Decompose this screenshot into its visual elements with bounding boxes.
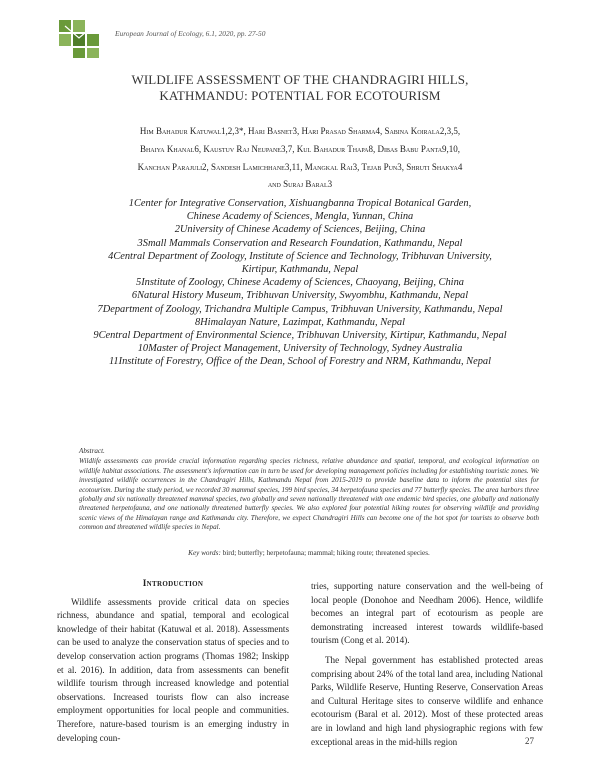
paper-title <box>40 72 560 104</box>
affiliation-line: 9Central Department of Environmental Science, Tribhuvan University, Kirtipur, Kathmandu, Nepal <box>93 330 507 342</box>
page-number: 27 <box>525 736 534 746</box>
title-line: WILDLIFE ASSESSMENT OF THE CHANDRAGIRI HILLS, <box>131 72 469 87</box>
affiliation-line: 3Small Mammals Conservation and Research Foundation, Kathmandu, Nepal <box>137 237 463 249</box>
affiliation-line: Chinese Academy of Sciences, Mengla, Yunnan, China <box>186 211 414 223</box>
journal-citation: European Journal of Ecology, 6.1, 2020, pp. 27-50 <box>115 29 266 38</box>
keywords-text: bird; butterfly; herpetofauna; mammal; hiking route; threatened species. <box>220 549 430 557</box>
journal-header <box>57 18 557 60</box>
left-column <box>57 578 289 745</box>
abstract <box>79 447 539 533</box>
affiliation-line: 4Central Department of Zoology, Institute of Science and Technology, Tribhuvan University, <box>108 250 492 262</box>
affiliation-list <box>30 197 570 369</box>
abstract-label: Abstract. <box>79 447 105 455</box>
title-line: KATHMANDU: POTENTIAL FOR ECOTOURISM <box>159 88 441 103</box>
keywords-label: Key words: <box>188 549 221 557</box>
affiliation-line: 5Institute of Zoology, Chinese Academy of Sciences, Chaoyang, Beijing, China <box>136 277 464 289</box>
affiliation-line: 10Master of Project Management, University of Technology, Sydney Australia <box>137 343 463 355</box>
body-paragraph: tries, supporting nature conservation and the well-being of local people (Donohoe and Needham 2006). Hence, wildlife becomes an integral part of ecotourism as people are demonstrating increased interest towards wildlife-based tourism (Cong et al. 2014). <box>311 581 543 646</box>
author-line: Kanchan Parajuli2, Sandesh Lamichhane3,11, Mangkal Rai3, Tejab Pun3, Shruti Shakya4 <box>137 161 463 172</box>
affiliation-line: 6Natural History Museum, Tribhuvan University, Swyombhu, Kathmandu, Nepal <box>131 290 469 302</box>
author-line: Him Bahadur Katuwal1,2,3*, Hari Basnet3, Hari Prasad Sharma4, Sabina Koirala2,3,5, <box>139 126 461 136</box>
abstract-text: Wildlife assessments can provide crucial information regarding species richness, relative abundance and spatial, temporal, and ecological information on wildlife habitat associations. The assessment's information can in turn be used for developing management policies including for establishing touristic zones. We investigated wildlife occurrences in the Chandragiri Hills, Kathmandu Nepal from 2015-2019 to provide baseline data to inform the potential sites for ecotourism. During the study period, we recorded 30 mammal species, 199 bird species, 34 herpetofauna species and 77 butterfly species. The area harbors three globally and six nationally threatened mammal species, two globally and seven nationally threatened with one endemic bird species, one globally and nationally threatened herpetofauna, and one nationally threatened butterfly species. We also explored four potential hiking routes for observing wildlife and providing scenic views of the Himalayan range and Kathmandu city. Therefore, we expect Chandragiri Hills can become one of the hot spot for tourists to observe both common and threatened wildlife species in Nepal. <box>79 457 539 532</box>
affiliation-line: Kirtipur, Kathmandu, Nepal <box>241 264 359 276</box>
affiliation-line: 8Himalayan Nature, Lazimpat, Kathmandu, Nepal <box>194 316 406 328</box>
body-paragraph: Wildlife assessments provide critical data on species richness, abundance and spatial, temporal and ecological knowledge of their habitat (Katuwal et al. 2018). Assessments can be used to analyze the conservation status of species and to develop conservation action programs (Thomas 1982; Inskipp et al. 2016). In addition, data from assessments can benefit wildlife tourism through increased knowledge and potential observations. Increased tourists flow can also increase employment opportunities for local people and communities. Therefore, nature-based tourism is an emerging industry in developing coun- <box>57 596 289 743</box>
affiliation-line: 11Institute of Forestry, Office of the Dean, School of Forestry and NRM, Kathmandu, Nepal <box>108 356 491 368</box>
tree-book-logo-icon <box>57 18 101 60</box>
author-list <box>50 123 550 194</box>
keywords <box>79 549 539 557</box>
affiliation-line: 2University of Chinese Academy of Sciences, Beijing, China <box>174 224 426 236</box>
affiliation-line: 1Center for Integrative Conservation, Xishuangbanna Tropical Botanical Garden, <box>128 198 472 209</box>
section-heading: Introduction <box>142 579 204 589</box>
author-line: Bhaiya Khanal6, Kaustuv Raj Neupane3,7, Kul Bahadur Thapa8, Dibas Babu Panta9,10, <box>139 143 461 154</box>
author-line: and Suraj Baral3 <box>267 179 333 190</box>
affiliation-line: 7Department of Zoology, Trichandra Multiple Campus, Tribhuvan University, Kathmandu, Nepal <box>97 303 503 315</box>
body-paragraph: The Nepal government has established protected areas comprising about 24% of the total land area, including National Parks, Wildlife Reserve, Hunting Reserve, Conservation Areas and Cultural Heritage sites to conserve wildlife and enhance ecotourism (Baral et al. 2012). Most of these protected areas are in lowland and high land physiographic regions with few exceptional areas in the mid-hills region <box>311 654 543 747</box>
right-column <box>311 580 543 749</box>
